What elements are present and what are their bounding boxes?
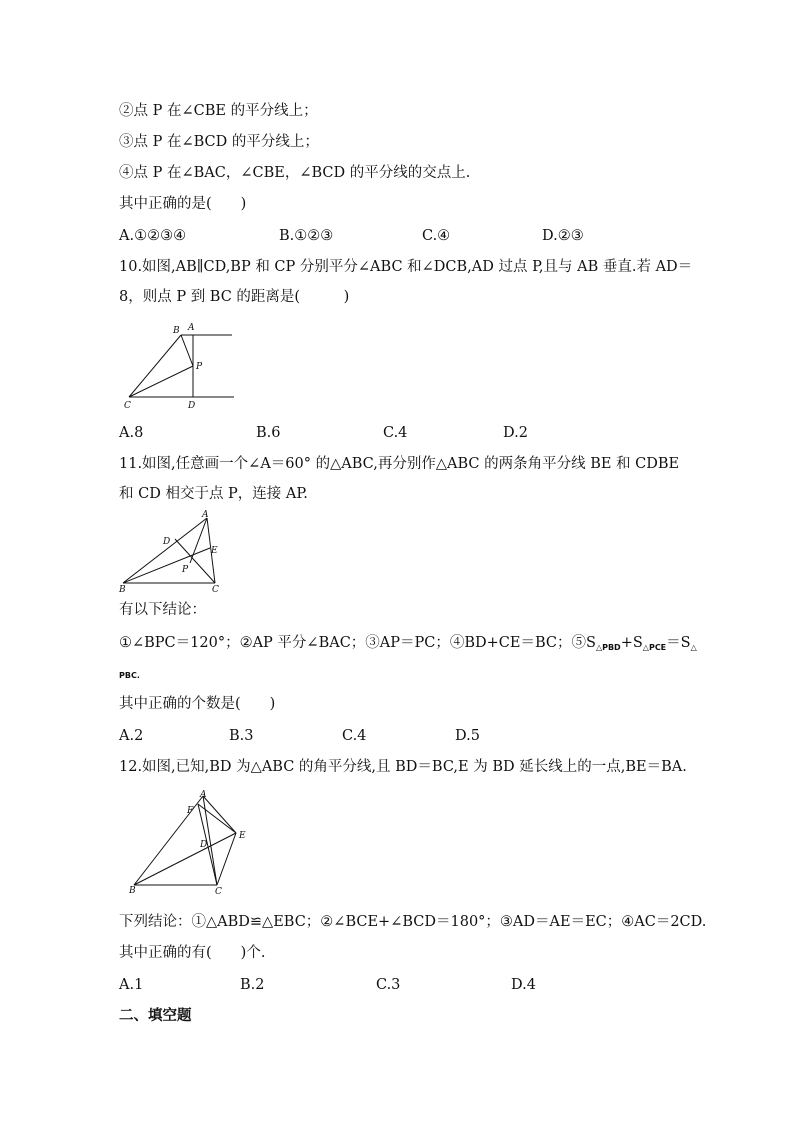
q12-figure <box>120 786 260 902</box>
q12-label-c: C <box>215 887 222 897</box>
q11-label-b: B <box>119 585 126 595</box>
q10-stem-line2: 8，则点 P 到 BC 的距离是( ) <box>119 289 350 305</box>
q11-eq: ＝S <box>666 635 691 651</box>
section-title-fill-in: 二、填空题 <box>119 1008 192 1024</box>
q9-prompt: 其中正确的是( ) <box>119 196 247 212</box>
q11-label-e: E <box>211 546 218 556</box>
q11-sub-pbd: △PBD <box>595 643 621 652</box>
q9-option-a: A.①②③④ <box>119 228 187 244</box>
q12-option-c: C.3 <box>376 977 401 993</box>
q10-figure <box>115 318 245 420</box>
q10-stem-line1: 10.如图,AB∥CD,BP 和 CP 分别平分∠ABC 和∠DCB,AD 过点 P,且与 AB 垂直.若 AD＝ <box>119 259 693 275</box>
q9-option-b: B.①②③ <box>279 228 334 244</box>
q11-conclusions-main: ①∠BPC＝120°；②AP 平分∠BAC；③AP＝PC；④BD+CE＝BC；⑤S <box>119 635 596 651</box>
q11-option-c: C.4 <box>342 728 367 744</box>
q12-label-a: A <box>200 790 207 800</box>
q9-item-2: ②点 P 在∠CBE 的平分线上； <box>119 103 318 119</box>
q11-label-c: C <box>212 585 219 595</box>
q11-label-p: P <box>182 565 189 575</box>
q12-option-b: B.2 <box>240 977 265 993</box>
q12-option-a: A.1 <box>119 977 144 993</box>
q11-sub-tri: △ <box>690 643 697 652</box>
q11-prompt: 其中正确的个数是( ) <box>119 696 276 712</box>
q11-figure <box>115 506 230 600</box>
q10-option-d: D.2 <box>503 425 528 441</box>
q12-label-d: D <box>200 840 208 850</box>
q10-option-a: A.8 <box>119 425 144 441</box>
q12-label-e: E <box>239 831 246 841</box>
q9-item-3: ③点 P 在∠BCD 的平分线上； <box>119 134 319 150</box>
q11-stem-line1: 11.如图,任意画一个∠A＝60° 的△ABC,再分别作△ABC 的两条角平分线 BE 和 CDBE <box>119 456 680 472</box>
q11-stem-line2: 和 CD 相交于点 P，连接 AP. <box>119 486 308 502</box>
q12-label-b: B <box>129 886 136 896</box>
q12-prompt: 其中正确的有( )个. <box>119 945 266 961</box>
q10-label-d: D <box>188 401 196 411</box>
q11-option-a: A.2 <box>119 728 144 744</box>
q10-label-p: P <box>196 362 203 372</box>
q11-plus: +S <box>620 635 643 651</box>
q10-label-a: A <box>188 323 195 333</box>
q9-option-c: C.④ <box>422 228 451 244</box>
q11-option-d: D.5 <box>455 728 480 744</box>
q10-option-c: C.4 <box>383 425 408 441</box>
q12-conclusions: 下列结论：①△ABD≌△EBC；②∠BCE+∠BCD＝180°；③AD＝AE＝EC；④AC＝2CD. <box>119 914 707 930</box>
q11-conclusion-intro: 有以下结论： <box>119 602 206 618</box>
q11-conclusions <box>119 633 697 658</box>
q12-label-f: F <box>187 806 194 816</box>
q11-label-a: A <box>202 510 209 520</box>
q12-stem: 12.如图,已知,BD 为△ABC 的角平分线,且 BD＝BC,E 为 BD 延长线上的一点,BE＝BA. <box>119 759 687 775</box>
q12-option-d: D.4 <box>511 977 536 993</box>
q9-item-4: ④点 P 在∠BAC，∠CBE，∠BCD 的平分线的交点上. <box>119 165 471 181</box>
q10-option-b: B.6 <box>256 425 281 441</box>
q10-label-c: C <box>124 401 131 411</box>
q11-label-d: D <box>163 537 171 547</box>
q11-option-b: B.3 <box>229 728 254 744</box>
q11-sub-pce: △PCE <box>642 643 667 652</box>
q11-conclusions-tail: PBC. <box>119 671 140 680</box>
q10-label-b: B <box>173 326 180 336</box>
q9-option-d: D.②③ <box>542 228 584 244</box>
